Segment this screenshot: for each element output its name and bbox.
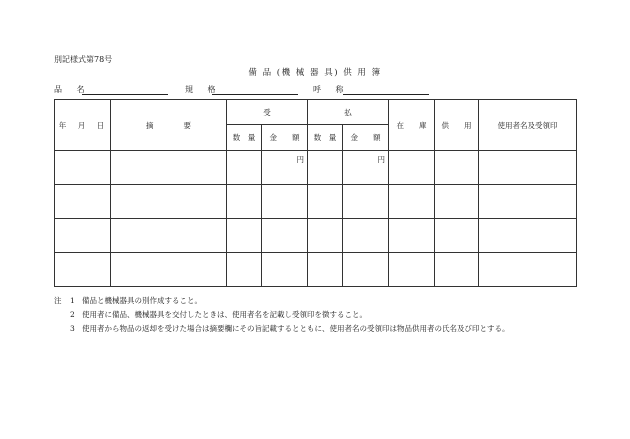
use-cell[interactable] (435, 219, 479, 253)
user-seal-cell[interactable] (479, 253, 577, 287)
receipt-quantity-cell[interactable] (227, 219, 262, 253)
table-row (55, 185, 577, 219)
note-number: 1 (70, 296, 75, 305)
stock-cell[interactable] (389, 185, 435, 219)
spec-line (212, 94, 298, 95)
stock-cell[interactable] (389, 219, 435, 253)
document-title: 備 品 (機 械 器 具) 供 用 簿 (248, 68, 382, 78)
use-cell[interactable] (435, 253, 479, 287)
yen-mark: 円 (377, 155, 385, 164)
item-name-label: 品 名 (54, 85, 91, 94)
receipt-amount-header: 金 額 (262, 125, 308, 151)
receipt-quantity-cell[interactable] (227, 185, 262, 219)
date-cell[interactable] (55, 219, 111, 253)
payment-header: 払 (308, 100, 389, 125)
date-header: 年 月 日 (55, 100, 111, 151)
call-name-label: 呼 称 (313, 85, 350, 94)
receipt-amount-cell[interactable] (262, 151, 308, 185)
stock-cell[interactable] (389, 151, 435, 185)
use-cell[interactable] (435, 185, 479, 219)
date-cell[interactable] (55, 253, 111, 287)
receipt-quantity-header: 数 量 (227, 125, 262, 151)
call-name-line (343, 94, 429, 95)
summary-cell[interactable] (111, 253, 227, 287)
note-text: 使用者から物品の返却を受けた場合は摘要欄にその旨記載するとともに、使用者名の受領印は物品供用者の氏名及び印とする。 (82, 324, 510, 333)
date-cell[interactable] (55, 185, 111, 219)
ledger-table (54, 99, 577, 287)
user-seal-cell[interactable] (479, 219, 577, 253)
receipt-quantity-cell[interactable] (227, 151, 262, 185)
note-item (54, 308, 510, 322)
note-number: 2 (70, 310, 75, 319)
summary-cell[interactable] (111, 185, 227, 219)
table-row (55, 219, 577, 253)
notes-lead: 注 (54, 296, 62, 305)
table-row (55, 151, 577, 185)
receipt-quantity-cell[interactable] (227, 253, 262, 287)
receipt-header: 受 (227, 100, 308, 125)
receipt-amount-cell[interactable] (262, 185, 308, 219)
user-seal-header: 使用者名及受領印 (479, 100, 577, 151)
note-text: 使用者に備品、機械器具を交付したときは、使用者名を記載し受領印を徴すること。 (82, 310, 367, 319)
stock-header: 在 庫 (389, 100, 435, 151)
payment-amount-cell[interactable] (343, 253, 389, 287)
payment-amount-cell[interactable] (343, 185, 389, 219)
date-cell[interactable] (55, 151, 111, 185)
receipt-amount-cell[interactable] (262, 219, 308, 253)
payment-quantity-header: 数 量 (308, 125, 343, 151)
payment-quantity-cell[interactable] (308, 219, 343, 253)
note-number: 3 (70, 324, 75, 333)
spec-label: 規 格 (185, 85, 222, 94)
use-cell[interactable] (435, 151, 479, 185)
payment-amount-cell[interactable] (343, 151, 389, 185)
summary-header: 摘 要 (111, 100, 227, 151)
stock-cell[interactable] (389, 253, 435, 287)
note-text: 備品と機械器具の別作成すること。 (82, 296, 202, 305)
receipt-amount-cell[interactable] (262, 253, 308, 287)
use-header: 供 用 (435, 100, 479, 151)
notes-section (54, 294, 510, 336)
summary-cell[interactable] (111, 151, 227, 185)
yen-mark: 円 (296, 155, 304, 164)
note-item (54, 322, 510, 336)
payment-quantity-cell[interactable] (308, 185, 343, 219)
user-seal-cell[interactable] (479, 185, 577, 219)
note-item (54, 294, 510, 308)
form-number: 別記様式第78号 (54, 55, 113, 64)
item-name-line (82, 94, 168, 95)
payment-quantity-cell[interactable] (308, 253, 343, 287)
table-row (55, 253, 577, 287)
payment-quantity-cell[interactable] (308, 151, 343, 185)
summary-cell[interactable] (111, 219, 227, 253)
payment-amount-cell[interactable] (343, 219, 389, 253)
payment-amount-header: 金 額 (343, 125, 389, 151)
user-seal-cell[interactable] (479, 151, 577, 185)
